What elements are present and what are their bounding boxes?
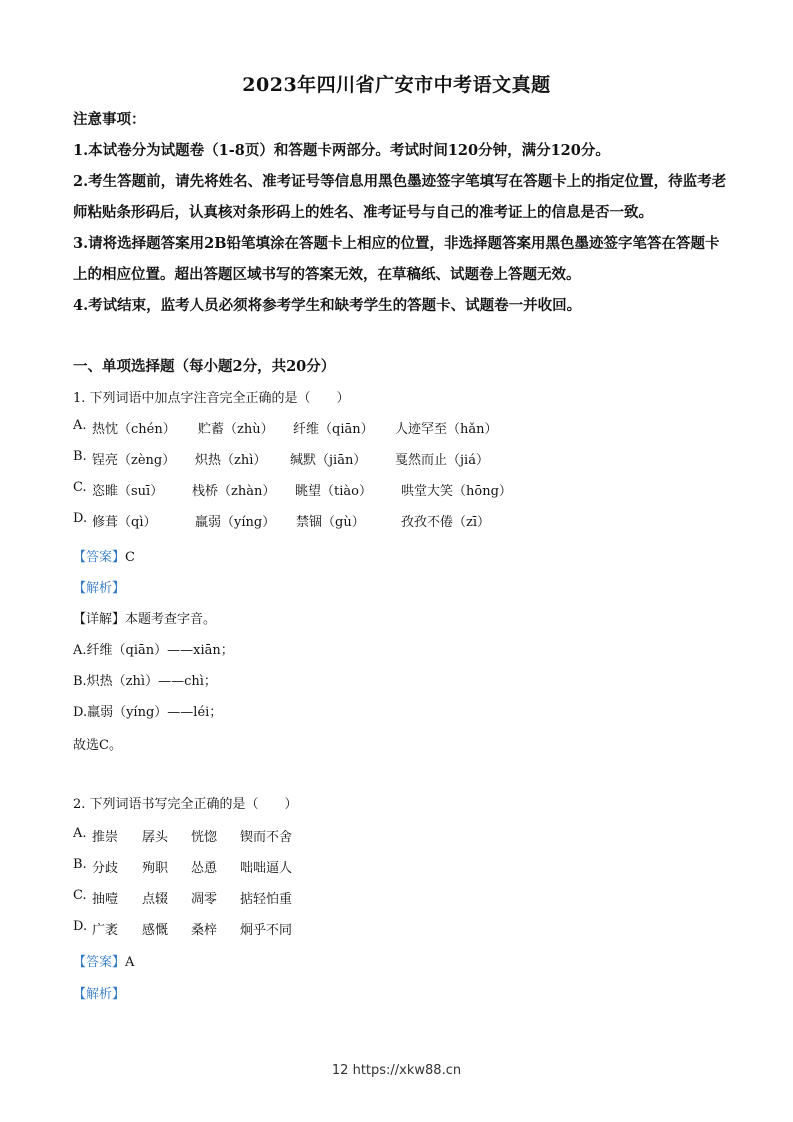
answer-tag: 【答案】 <box>73 955 126 970</box>
option-word: 锃亮（zèng） <box>92 453 176 468</box>
analysis-tag: 【解析】 <box>73 987 126 1002</box>
option-word: 孜孜不倦（zī） <box>401 515 491 530</box>
notice-heading: 注意事项： <box>73 111 146 128</box>
answer-tag: 【答案】 <box>73 550 126 565</box>
option-word: 感慨 <box>142 923 169 938</box>
detail-tag: 【详解】 <box>73 612 126 627</box>
section-heading: 一、单项选择题（每小题2分，共20分） <box>73 358 336 375</box>
option-word: 桑梓 <box>191 923 218 938</box>
option-letter: A. <box>73 418 87 433</box>
option-letter: B. <box>73 857 87 872</box>
option-word: 点辍 <box>142 892 169 907</box>
page-footer: 12 https://xkw88.cn <box>331 1063 462 1078</box>
q2-answer <box>73 951 134 970</box>
option-word: 缄默（jiān） <box>290 453 367 468</box>
notice-block <box>73 104 733 321</box>
option-word: 栈桥（zhàn） <box>192 484 276 499</box>
option-word: 掂轻怕重 <box>240 892 293 907</box>
option-word: 炯乎不同 <box>240 923 293 938</box>
option-word: 纤维（qiān） <box>293 422 374 437</box>
option-letter: B. <box>73 449 87 464</box>
option-word: 抽噎 <box>92 892 119 907</box>
option-letter: C. <box>73 888 87 903</box>
option-letter: C. <box>73 480 87 495</box>
analysis-tag: 【解析】 <box>73 581 126 596</box>
option-word: 人迹罕至（hǎn） <box>395 422 498 437</box>
notice-item-1: 1.本试卷分为试题卷（1-8页）和答题卡两部分。考试时间120分钟，满分120分。 <box>73 142 610 159</box>
q1-answer <box>73 546 135 565</box>
q1-analysis-tag <box>73 577 125 596</box>
option-word: 分歧 <box>92 861 119 876</box>
notice-item-3: 3.请将选择题答案用2B铅笔填涂在答题卡上相应的位置，非选择题答案用黑色墨迹签字笔答在答题卡上的相应位置。超出答题区域书写的答案无效，在草稿纸、试题卷上答题无效。 <box>73 235 720 283</box>
option-word: 羸弱（yíng） <box>195 515 276 530</box>
option-word: 殉职 <box>142 861 169 876</box>
notice-item-4: 4.考试结束，监考人员必须将参考学生和缺考学生的答题卡、试题卷一并收回。 <box>73 297 582 314</box>
option-word: 眺望（tiào） <box>295 484 372 499</box>
q2-analysis-tag <box>73 983 125 1002</box>
option-word: 推崇 <box>92 830 119 845</box>
option-word: 热忱（chén） <box>92 422 176 437</box>
q1-detail-line-3: D.羸弱（yíng）——léi； <box>73 705 223 720</box>
option-letter: A. <box>73 826 87 841</box>
option-word: 哄堂大笑（hōng） <box>401 484 512 499</box>
option-word: 禁锢（gù） <box>296 515 365 530</box>
page-title: 2023年四川省广安市中考语文真题 <box>242 74 551 96</box>
q1-detail-line-1: A.纤维（qiān）——xiān； <box>73 643 234 658</box>
option-word: 戛然而止（jiá） <box>395 453 489 468</box>
option-word: 孱头 <box>142 830 169 845</box>
q1-conclusion: 故选C。 <box>73 738 122 753</box>
notice-item-2: 2.考生答题前，请先将姓名、准考证号等信息用黑色墨迹签字笔填写在答题卡上的指定位置，待监考老师粘贴条形码后，认真核对条形码上的姓名、准考证号与自己的准考证上的信息是否一致。 <box>73 173 727 221</box>
q1-detail <box>73 608 216 627</box>
q2-stem: 2. 下列词语书写完全正确的是（ ） <box>73 797 298 812</box>
option-word: 咄咄逼人 <box>240 861 293 876</box>
option-letter: D. <box>73 919 88 934</box>
detail-text: 本题考查字音。 <box>125 612 217 627</box>
option-word: 锲而不舍 <box>240 830 293 845</box>
option-word: 修葺（qì） <box>92 515 157 530</box>
option-word: 炽热（zhì） <box>195 453 267 468</box>
option-word: 广袤 <box>92 923 119 938</box>
option-word: 凋零 <box>191 892 218 907</box>
option-word: 贮蓄（zhù） <box>198 422 274 437</box>
q1-stem: 1. 下列词语中加点字注音完全正确的是（ ） <box>73 391 350 406</box>
option-word: 恍惚 <box>191 830 218 845</box>
q1-detail-line-2: B.炽热（zhì）——chì； <box>73 674 217 689</box>
option-word: 怂恿 <box>191 861 218 876</box>
option-letter: D. <box>73 511 88 526</box>
option-word: 恣睢（suī） <box>92 484 164 499</box>
answer-value: C <box>125 550 135 565</box>
answer-value: A <box>125 955 135 970</box>
